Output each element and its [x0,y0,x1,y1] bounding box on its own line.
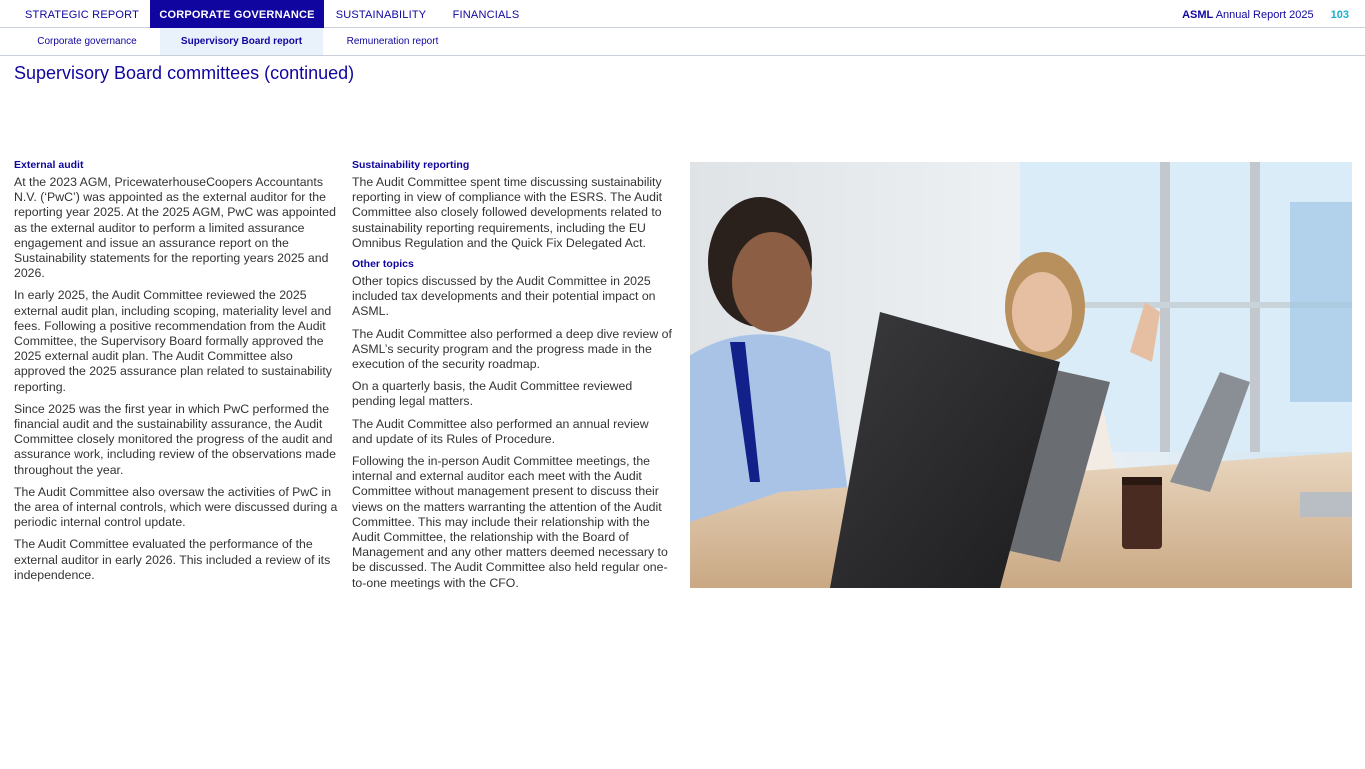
report-brand [1182,0,1349,28]
paragraph: On a quarterly basis, the Audit Committee reviewed pending legal matters. [352,379,633,409]
tab-sustainability[interactable]: SUSTAINABILITY [335,9,427,21]
tab-strategic-report[interactable]: STRATEGIC REPORT [24,9,140,21]
paragraph: In early 2025, the Audit Committee reviewed the 2025 external audit plan, including scoping, materiality level and fees. Following a positive recommendation from the Audit Committee, the Supervisory Board formally approved the 2025 external audit plan. The Audit Committee also approved the 2025 assurance plan related to sustainability reporting. [14,288,332,394]
paragraph: The Audit Committee also performed a deep dive review of ASML’s security program and the progress made in the execution of the security roadmap. [352,326,672,372]
report-title: Annual Report 2025 [1215,9,1314,21]
top-navigation [0,0,1365,28]
section-heading-external-audit: External audit [14,159,84,171]
paragraph: The Audit Committee spent time discussing sustainability reporting in view of compliance with the ESRS. The Audit Committee also closely followed developments related to sustainability reporting requirements, including the EU Omnibus Regulation and the Quick Fix Delegated Act. [352,175,663,250]
sub-navigation [0,28,1365,56]
subnav-supervisory-board-report[interactable]: Supervisory Board report [160,28,323,55]
subnav-corporate-governance[interactable]: Corporate governance [37,36,137,47]
section-heading-other-topics: Other topics [352,258,414,271]
tab-financials[interactable]: FINANCIALS [452,9,520,21]
paragraph: The Audit Committee evaluated the performance of the external auditor in early 2026. This included a review of its independence. [14,537,331,582]
paragraph: The Audit Committee also performed an annual review and update of its Rules of Procedure. [352,416,649,446]
page-title: Supervisory Board committees (continued) [14,63,355,83]
sustainability-other-column [352,158,672,598]
paragraph: Since 2025 was the first year in which PwC performed the financial audit and the sustainability assurance, the Audit Committee closely monitored the progress of the audit and assurance work, including review of the observations made throughout the year. [14,401,336,477]
meeting-photo-illustration [690,162,1352,588]
section-heading-sustainability-reporting: Sustainability reporting [352,159,470,171]
paragraph: At the 2023 AGM, PricewaterhouseCoopers Accountants N.V. (‘PwC’) was appointed as the external auditor for the reporting year 2025. At the 2025 AGM, PwC was appointed as the external auditor to perform a limited assurance engagement and issue an assurance report on the Sustainability statements for the reporting years 2025 and 2026. [14,175,336,281]
tab-corporate-governance[interactable]: CORPORATE GOVERNANCE [150,0,324,28]
meeting-photo [690,162,1352,588]
brand-logo-text: ASML [1182,9,1214,21]
page-number: 103 [1330,9,1349,21]
paragraph: Other topics discussed by the Audit Committee in 2025 included tax developments and their potential impact on ASML. [352,274,656,319]
subnav-remuneration-report[interactable]: Remuneration report [346,36,439,47]
external-audit-column [14,158,339,590]
paragraph: The Audit Committee also oversaw the activities of PwC in the area of internal controls, which were discussed during a periodic internal control update. [14,484,338,530]
paragraph: Following the in-person Audit Committee meetings, the internal and external auditor each meet with the Audit Committee without management present to discuss their views on the matters warranting the attention of the Audit Committee. This may include their relationship with the Audit Committee, the relationship with the Board of Management and any other matters deemed necessary to be discussed. The Audit Committee also held regular one-to-one meetings with the CFO. [352,454,668,590]
